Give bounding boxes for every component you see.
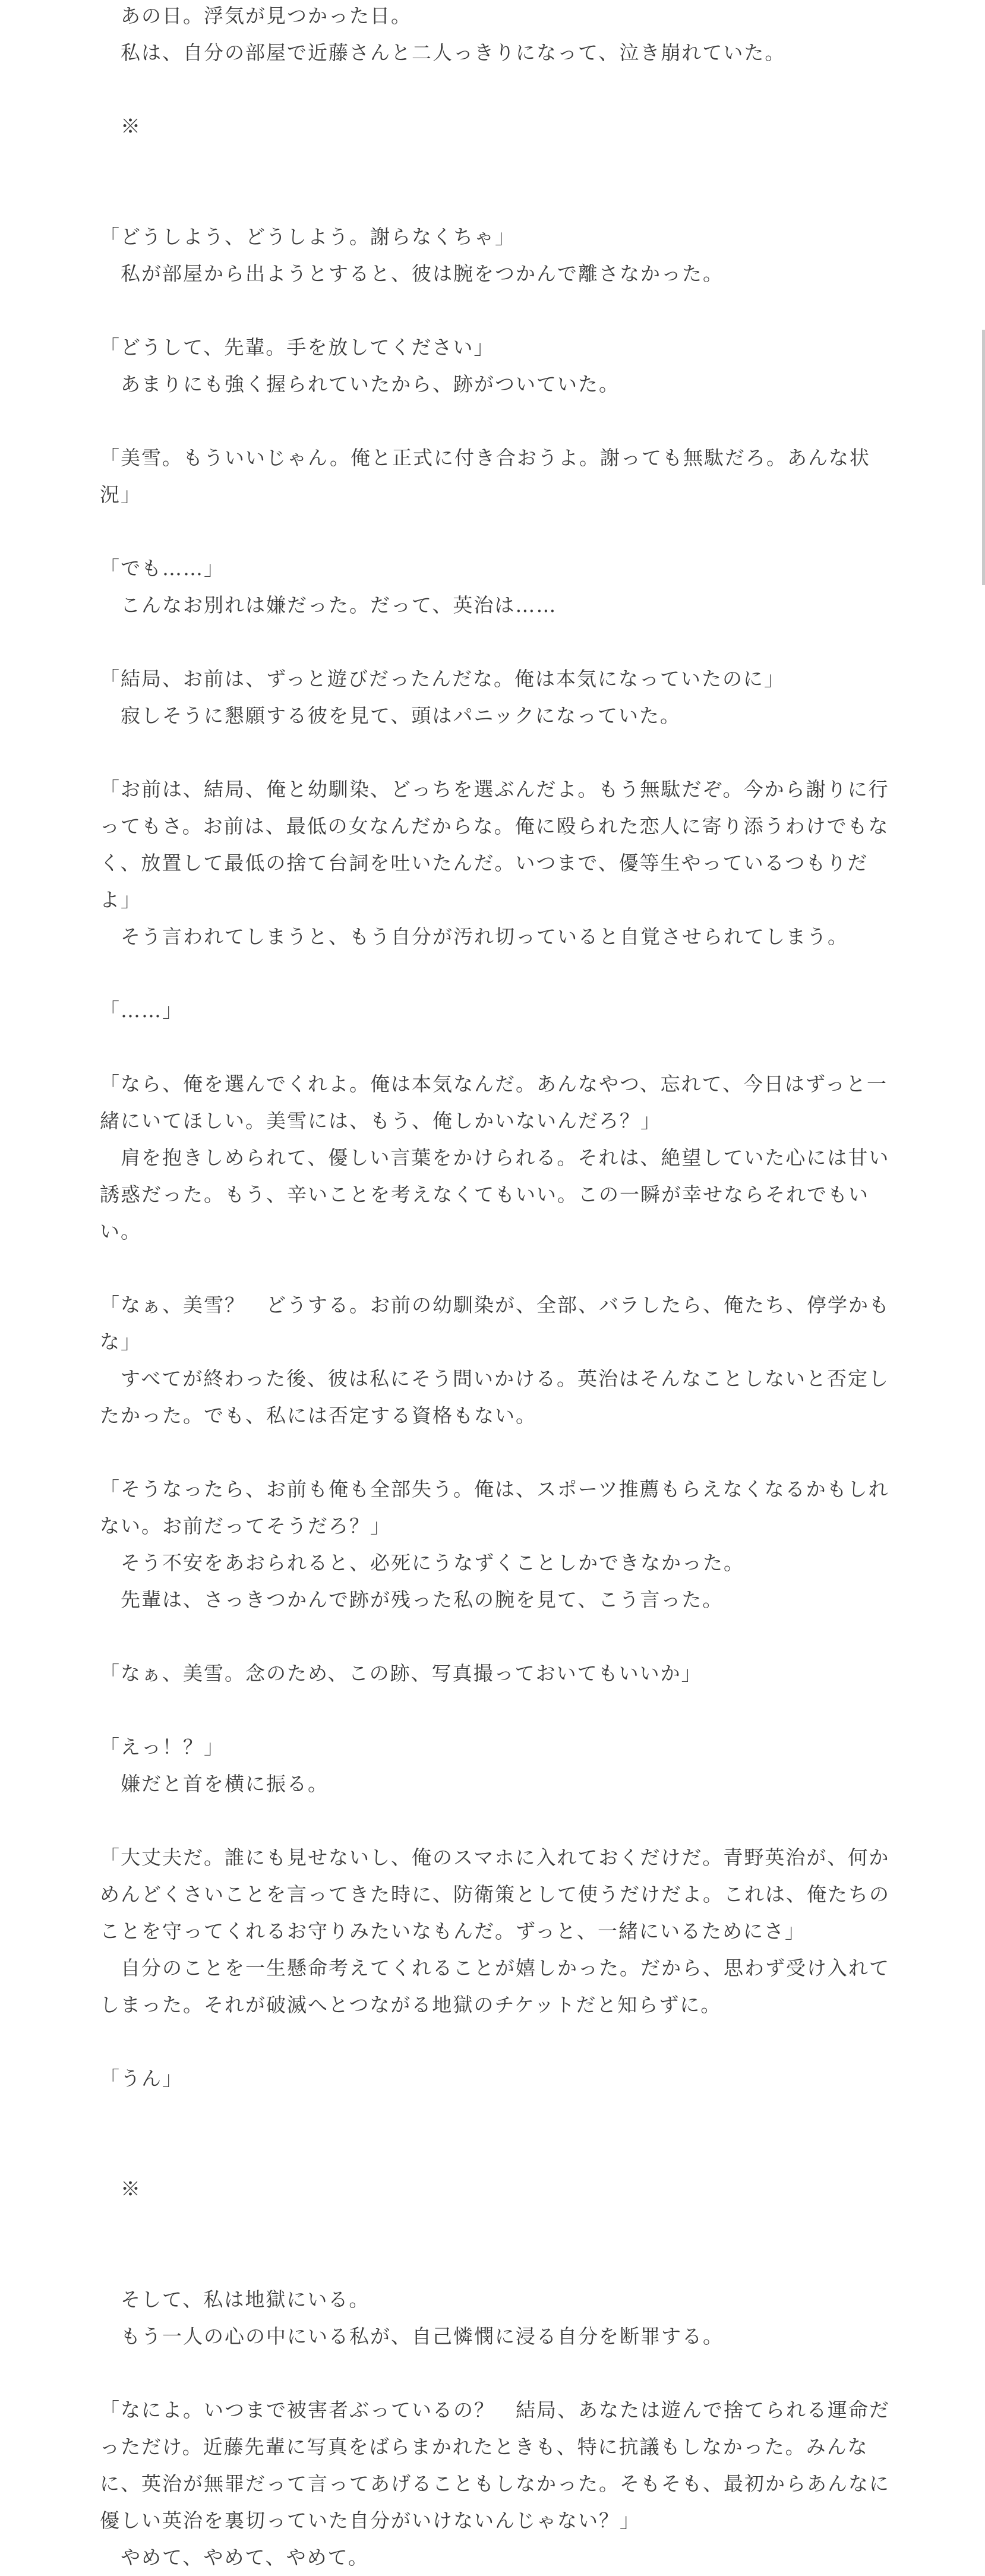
- blank-line: [100, 2244, 896, 2281]
- blank-line: [100, 1618, 896, 1655]
- paragraph: 「なら、俺を選んでくれよ。俺は本気なんだ。あんなやつ、忘れて、今日はずっと一緒にいてほしい。美雪には、もう、俺しかいないんだろ？」: [100, 1072, 888, 1132]
- paragraph: もう一人の心の中にいる私が、自己憐憫に浸る自分を断罪する。: [100, 2325, 724, 2348]
- paragraph: すべてが終わった後、彼は私にそう問いかける。英治はそんなことしないと否定したかった。でも、私には否定する資格もない。: [100, 1367, 890, 1427]
- paragraph: そう不安をあおられると、必死にうなずくことしかできなかった。: [100, 1551, 744, 1574]
- blank-line: [100, 403, 896, 440]
- blank-line: [100, 1434, 896, 1471]
- paragraph: 私は、自分の部屋で近藤さんと二人っきりになって、泣き崩れていた。: [100, 41, 786, 64]
- scrollbar-track[interactable]: [980, 0, 985, 2485]
- blank-line: [100, 2208, 896, 2244]
- blank-line: [100, 955, 896, 992]
- paragraph: 「どうしよう、どうしよう。謝らなくちゃ」: [100, 225, 516, 248]
- novel-text-body: [100, 0, 896, 2576]
- paragraph: やめて、やめて、やめて。: [100, 2546, 370, 2569]
- paragraph: あまりにも強く握られていたから、跡がついていた。: [100, 372, 620, 396]
- paragraph: 自分のことを一生懸命考えてくれることが嬉しかった。だから、思わず受け入れてしまった。それが破滅へとつながる地獄のチケットだと知らずに。: [100, 1956, 890, 2016]
- paragraph: 「どうして、先輩。手を放してください」: [100, 336, 495, 359]
- blank-line: [100, 624, 896, 661]
- paragraph: 「でも……」: [100, 557, 225, 580]
- blank-line: [100, 2023, 896, 2060]
- blank-line: [100, 734, 896, 771]
- paragraph: 「そうなったら、お前も俺も全部失う。俺は、スポーツ推薦もらえなくなるかもしれない。お前だってそうだろ？」: [100, 1478, 889, 1538]
- paragraph: 「うん」: [100, 2067, 183, 2090]
- blank-line: [100, 145, 896, 182]
- paragraph: 「……」: [100, 999, 183, 1022]
- paragraph: 「お前は、結局、俺と幼馴染、どっちを選ぶんだよ。もう無駄だぞ。今から謝りに行ってもさ。お前は、最低の女なんだからな。俺に殴られた恋人に寄り添うわけでもなく、放置して最低の捨て台詞を吐いたんだ。いつまで、優等生やっているつもりだよ」: [100, 778, 889, 911]
- blank-line: [100, 1802, 896, 1839]
- paragraph: そう言われてしまうと、もう自分が汚れ切っていると自覚させられてしまう。: [100, 925, 848, 948]
- paragraph: 私が部屋から出ようとすると、彼は腕をつかんで離さなかった。: [100, 262, 724, 285]
- blank-line: [100, 2355, 896, 2392]
- paragraph: 肩を抱きしめられて、優しい言葉をかけられる。それは、絶望していた心には甘い誘惑だった。もう、辛いことを考えなくてもいい。この一瞬が幸せならそれでもいい。: [100, 1146, 890, 1243]
- paragraph: ※: [100, 115, 141, 138]
- paragraph: 先輩は、さっきつかんで跡が残った私の腕を見て、こう言った。: [100, 1588, 724, 1611]
- paragraph: 「なぁ、美雪。念のため、この跡、写真撮っておいてもいいか」: [100, 1662, 702, 1685]
- blank-line: [100, 513, 896, 550]
- paragraph: 「結局、お前は、ずっと遊びだったんだな。俺は本気になっていたのに」: [100, 667, 785, 690]
- paragraph: ※: [100, 2177, 141, 2201]
- blank-line: [100, 2097, 896, 2134]
- paragraph: 「えっ！？」: [100, 1735, 225, 1759]
- paragraph: 「大丈夫だ。誰にも見せないし、俺のスマホに入れておくだけだ。青野英治が、何かめんどくさいことを言ってきた時に、防衛策として使うだけだよ。これは、俺たちのことを守ってくれるお守りみたいなもんだ。ずっと、一緒にいるためにさ」: [100, 1846, 890, 1943]
- blank-line: [100, 1029, 896, 1066]
- paragraph: 「美雪。もういいじゃん。俺と正式に付き合おうよ。謝っても無駄だろ。あんな状況」: [100, 446, 870, 506]
- paragraph: こんなお別れは嫌だった。だって、英治は……: [100, 594, 557, 617]
- blank-line: [100, 71, 896, 108]
- paragraph: 嫌だと首を横に振る。: [100, 1772, 329, 1795]
- paragraph: 寂しそうに懇願する彼を見て、頭はパニックになっていた。: [100, 704, 681, 727]
- paragraph: 「なによ。いつまで被害者ぶっているの？ 結局、あなたは遊んで捨てられる運命だっただけ。近藤先輩に写真をばらまかれたときも、特に抗議もしなかった。みんなに、英治が無罪だって言ってあげることもしなかった。そもそも、最初からあんなに優しい英治を裏切っていた自分がいけないんじゃない？」: [100, 2398, 890, 2532]
- scrollbar-thumb[interactable]: [982, 330, 985, 585]
- blank-line: [100, 2134, 896, 2171]
- paragraph: 「なぁ、美雪？ どうする。お前の幼馴染が、全部、バラしたら、俺たち、停学かもな」: [100, 1293, 890, 1353]
- blank-line: [100, 1692, 896, 1729]
- blank-line: [100, 292, 896, 329]
- blank-line: [100, 182, 896, 219]
- paragraph: あの日。浮気が見つかった日。: [100, 4, 412, 27]
- blank-line: [100, 1250, 896, 1287]
- paragraph: そして、私は地獄にいる。: [100, 2288, 370, 2311]
